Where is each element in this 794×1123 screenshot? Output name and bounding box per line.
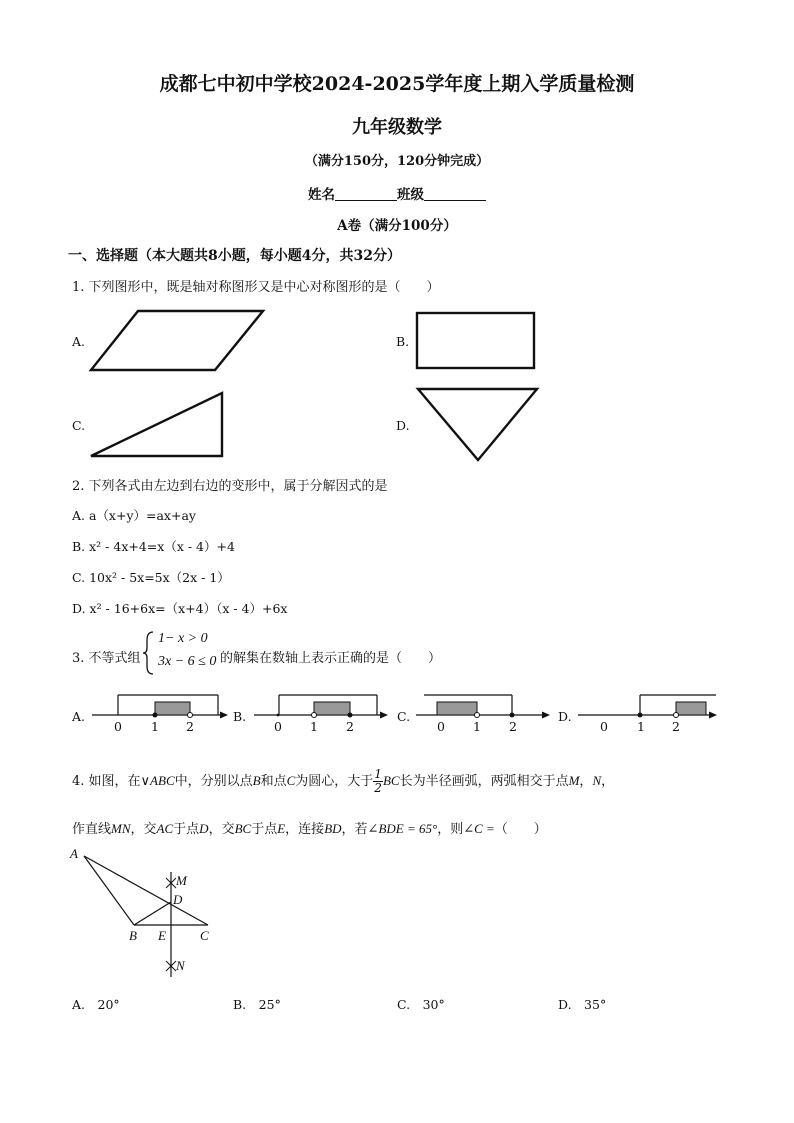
q3-option-d-label: D. xyxy=(558,709,572,724)
q3-option-a-label: A. xyxy=(72,709,86,724)
q3-prefix: 3. 不等式组 xyxy=(72,651,141,666)
tick-2-a: 2 xyxy=(186,719,194,734)
number-line-d xyxy=(576,688,721,736)
label-d: D xyxy=(173,892,183,907)
tick-0-d: 0 xyxy=(600,719,608,734)
paper-a-title: A卷（满分100分） xyxy=(337,218,457,234)
exam-subject: 九年级数学 xyxy=(352,117,442,138)
inverted-triangle-figure xyxy=(414,386,542,466)
q3-suffix: 的解集在数轴上表示正确的是（ ） xyxy=(220,651,442,666)
rectangle-figure xyxy=(414,310,539,372)
label-a: A xyxy=(70,846,78,861)
label-n: N xyxy=(176,958,185,973)
q3-option-b-label: B. xyxy=(233,709,247,724)
tick-1-c: 1 xyxy=(473,719,481,734)
tick-1-d: 1 xyxy=(637,719,645,734)
q1-option-c-label: C. xyxy=(72,418,86,433)
name-label: 姓名 xyxy=(308,187,335,203)
name-blank[interactable] xyxy=(335,186,397,201)
tick-2-c: 2 xyxy=(509,719,517,734)
q1-stem: 1. 下列图形中，既是轴对称图形又是中心对称图形的是（ ） xyxy=(72,280,440,295)
inequality-2: 3x − 6 ≤ 0 xyxy=(158,654,217,669)
tick-0-c: 0 xyxy=(437,719,445,734)
system-brace xyxy=(143,630,155,676)
q2-option-a: A. a（x+y）=ax+ay xyxy=(72,508,196,523)
q4-line-1: 4. 如图，在∨ABC中，分别以点B和点C为圆心，大于 $\frac{1}{2}$ BC长为半径画弧，两弧相交于点M，N， xyxy=(72,767,615,795)
number-line-a xyxy=(90,688,230,736)
tick-0-a: 0 xyxy=(114,719,122,734)
q4-option-d: D. 35° xyxy=(558,997,607,1012)
class-label: 班级 xyxy=(397,187,424,203)
tick-2-d: 2 xyxy=(672,719,680,734)
label-c: C xyxy=(200,928,209,943)
q1-option-d-label: D. xyxy=(396,418,410,433)
one-half-fraction: $\frac{1}{2}$ xyxy=(374,767,382,795)
q4-option-a: A. 20° xyxy=(72,997,120,1012)
exam-title: 成都七中初中学校2024-2025学年度上期入学质量检测 xyxy=(159,73,635,95)
number-line-c xyxy=(414,688,554,736)
inequality-1: 1− x > 0 xyxy=(158,631,208,646)
q2-stem: 2. 下列各式由左边到右边的变形中，属于分解因式的是 xyxy=(72,479,388,494)
number-line-b xyxy=(252,688,392,736)
name-class-line xyxy=(0,183,794,203)
tick-2-b: 2 xyxy=(346,719,354,734)
score-note: （满分150分，120分钟完成） xyxy=(304,154,490,169)
class-blank[interactable] xyxy=(424,186,486,201)
section-1-title: 一、选择题（本大题共8小题，每小题4分，共32分） xyxy=(68,248,401,264)
label-m: M xyxy=(176,873,187,888)
q2-option-b: B. x² - 4x+4=x（x - 4）+4 xyxy=(72,539,235,554)
right-triangle-figure xyxy=(88,390,228,462)
tick-1-a: 1 xyxy=(151,719,159,734)
tick-1-b: 1 xyxy=(310,719,318,734)
label-e: E xyxy=(158,928,166,943)
q4-line-2: 作直线MN，交AC于点D，交BC于点E，连接BD，若∠BDE = 65°，则∠C =（ ） xyxy=(72,821,547,837)
q2-option-c: C. 10x² - 5x=5x（2x - 1） xyxy=(72,570,230,585)
label-b: B xyxy=(129,928,137,943)
q2-option-d: D. x² - 16+6x=（x+4）（x - 4）+6x xyxy=(72,601,288,616)
tick-0-b: 0 xyxy=(274,719,282,734)
parallelogram-figure xyxy=(88,308,268,374)
q4-option-c: C. 30° xyxy=(397,997,445,1012)
q1-option-b-label: B. xyxy=(396,334,410,349)
q3-option-c-label: C. xyxy=(397,709,411,724)
q1-option-a-label: A. xyxy=(72,334,86,349)
triangle-construction-figure xyxy=(68,845,228,985)
q4-option-b: B. 25° xyxy=(233,997,281,1012)
